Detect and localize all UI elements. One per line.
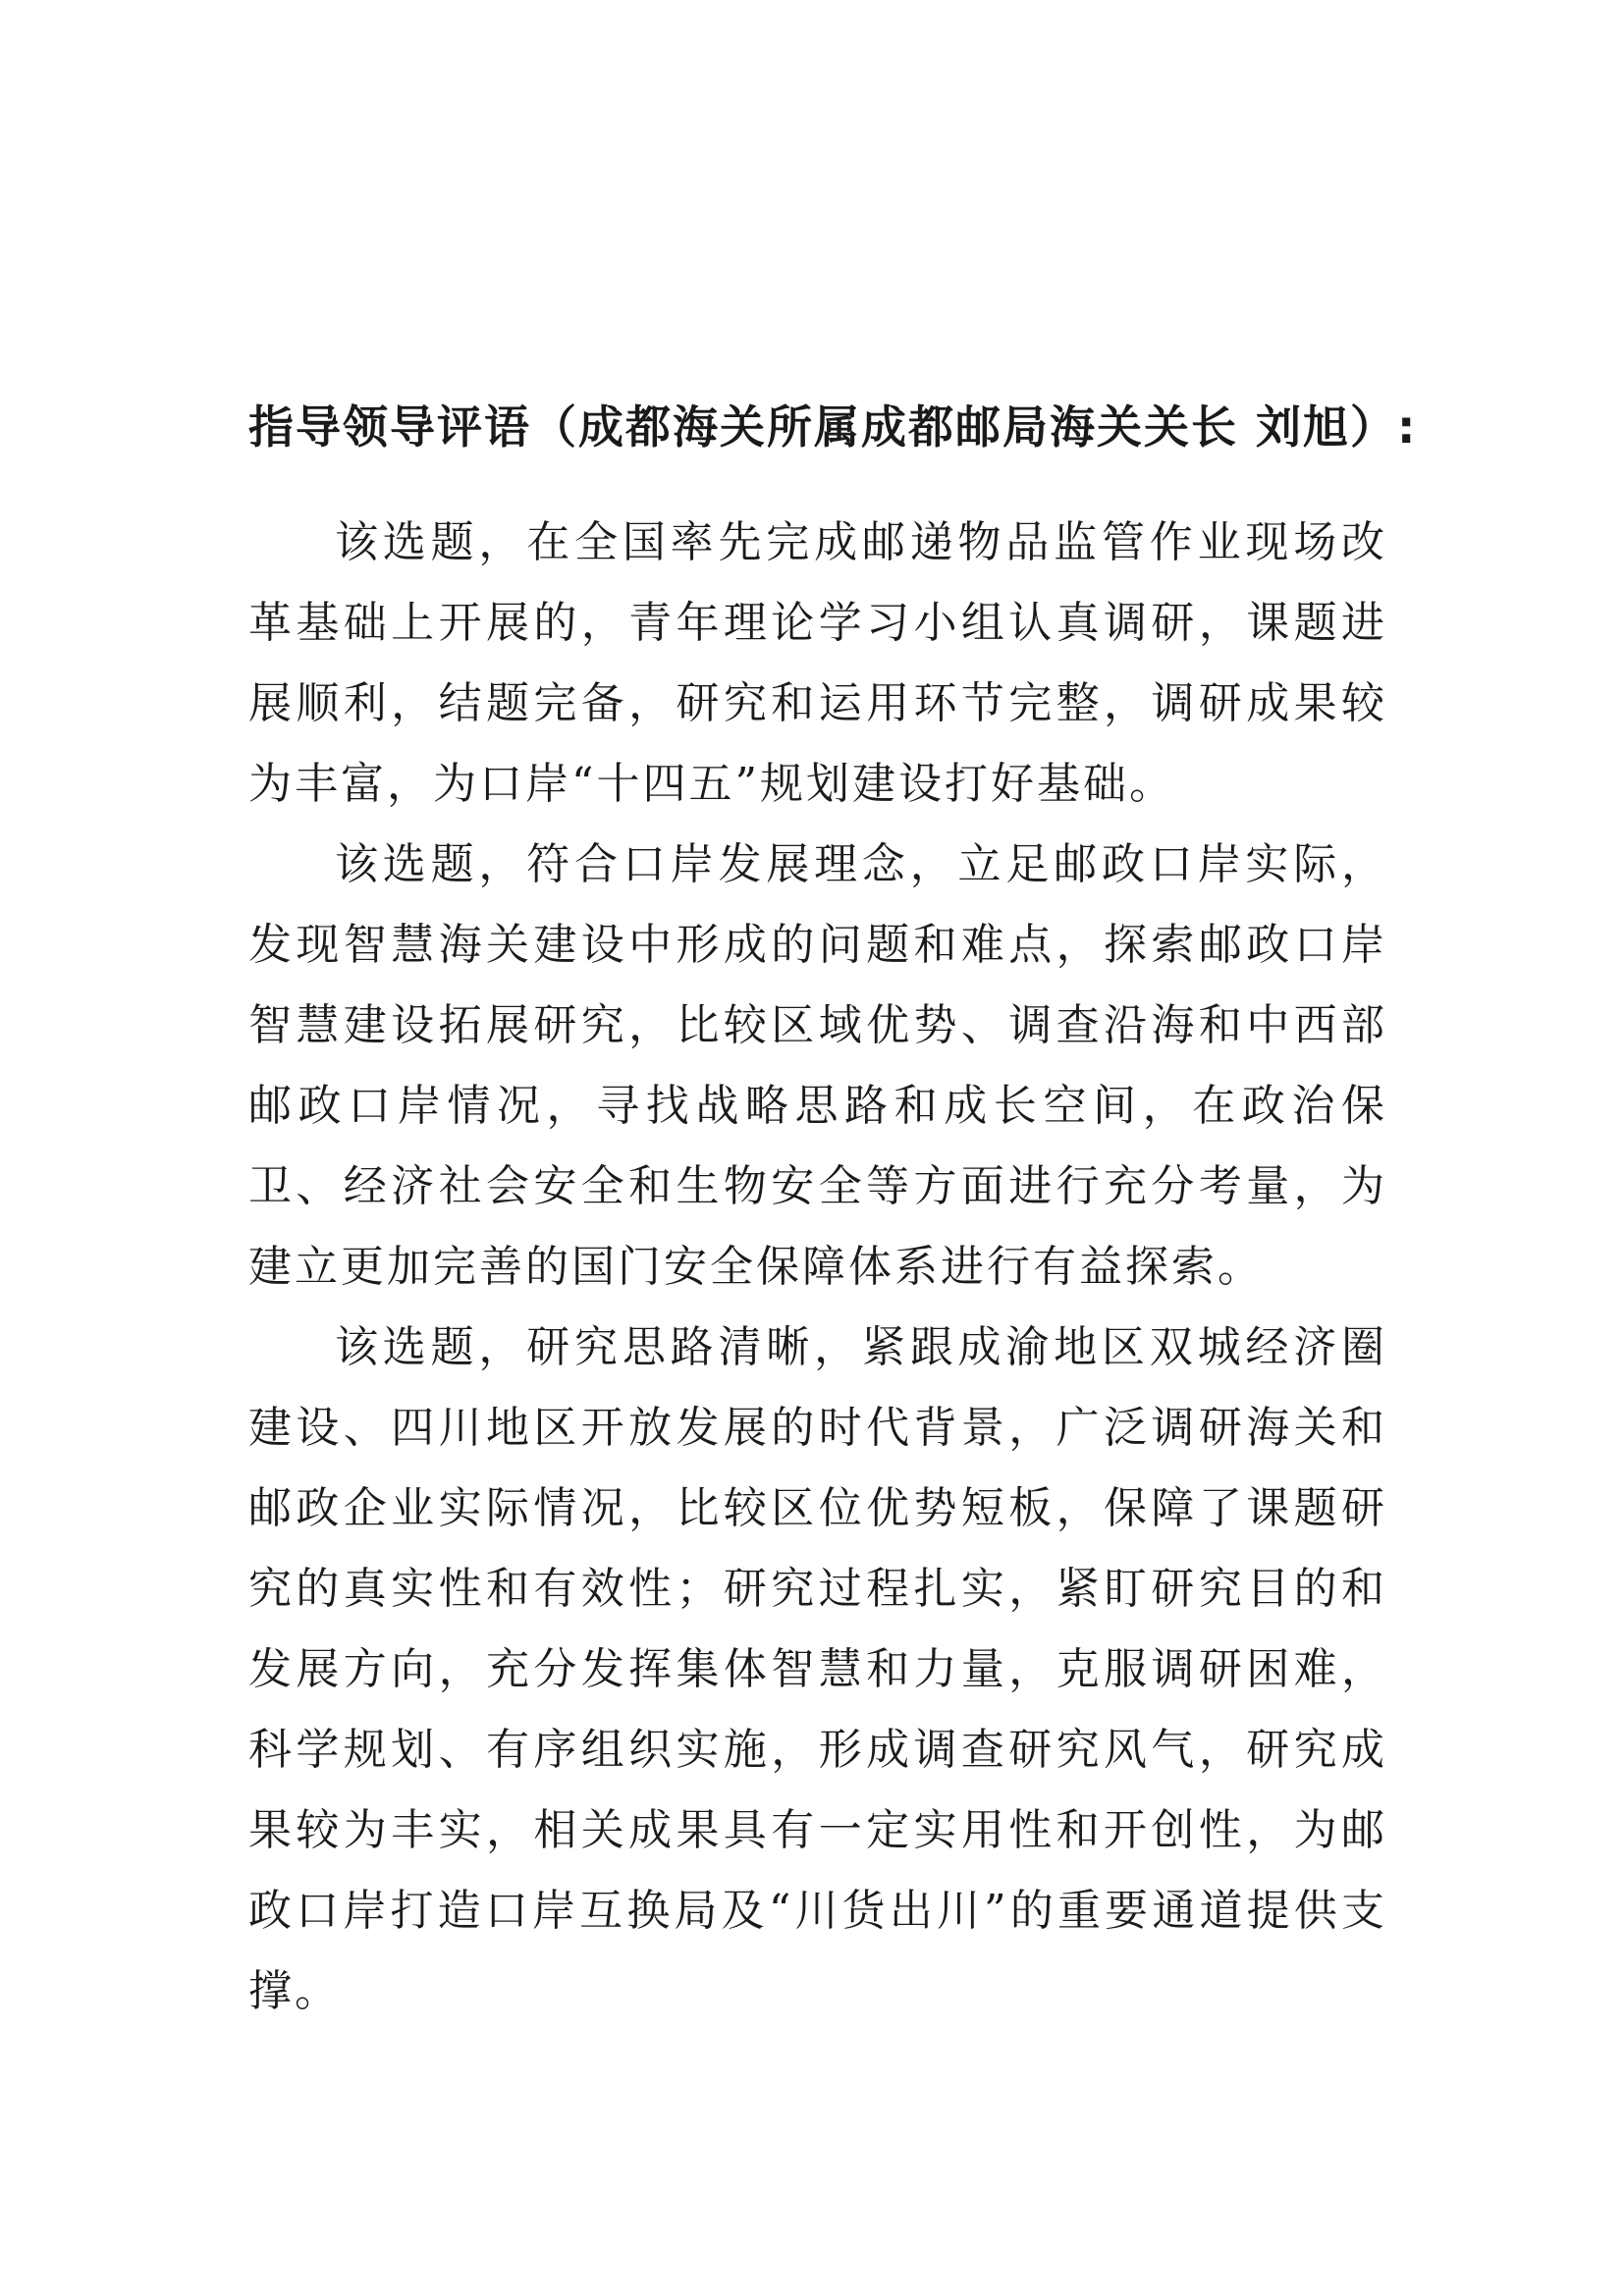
paragraph-1: 该选题，在全国率先完成邮递物品监管作业现场改革基础上开展的，青年理论学习小组认真调研，课题进展顺利，结题完备，研究和运用环节完整，调研成果较为丰富，为口岸“十四五”规划建设打好基础。	[248, 517, 1387, 809]
paragraph-2: 该选题，符合口岸发展理念，立足邮政口岸实际，发现智慧海关建设中形成的问题和难点，探索邮政口岸智慧建设拓展研究，比较区域优势、调查沿海和中西部邮政口岸情况，寻找战略思路和成长空间，在政治保卫、经济社会安全和生物安全等方面进行充分考量，为建立更加完善的国门安全保障体系进行有益探索。	[248, 839, 1387, 1292]
comment-heading: 指导领导评语（成都海关所属成都邮局海关关长 刘旭）:	[248, 400, 1418, 454]
paragraph-3: 该选题，研究思路清晰，紧跟成渝地区双城经济圈建设、四川地区开放发展的时代背景，广泛调研海关和邮政企业实际情况，比较区位优势短板，保障了课题研究的真实性和有效性；研究过程扎实，紧盯研究目的和发展方向，充分发挥集体智慧和力量，克服调研困难，科学规划、有序组织实施，形成调查研究风气，研究成果较为丰实，相关成果具有一定实用性和开创性，为邮政口岸打造口岸互换局及“川货出川”的重要通道提供支撑。	[248, 1322, 1387, 2016]
comment-body	[248, 503, 1387, 2032]
